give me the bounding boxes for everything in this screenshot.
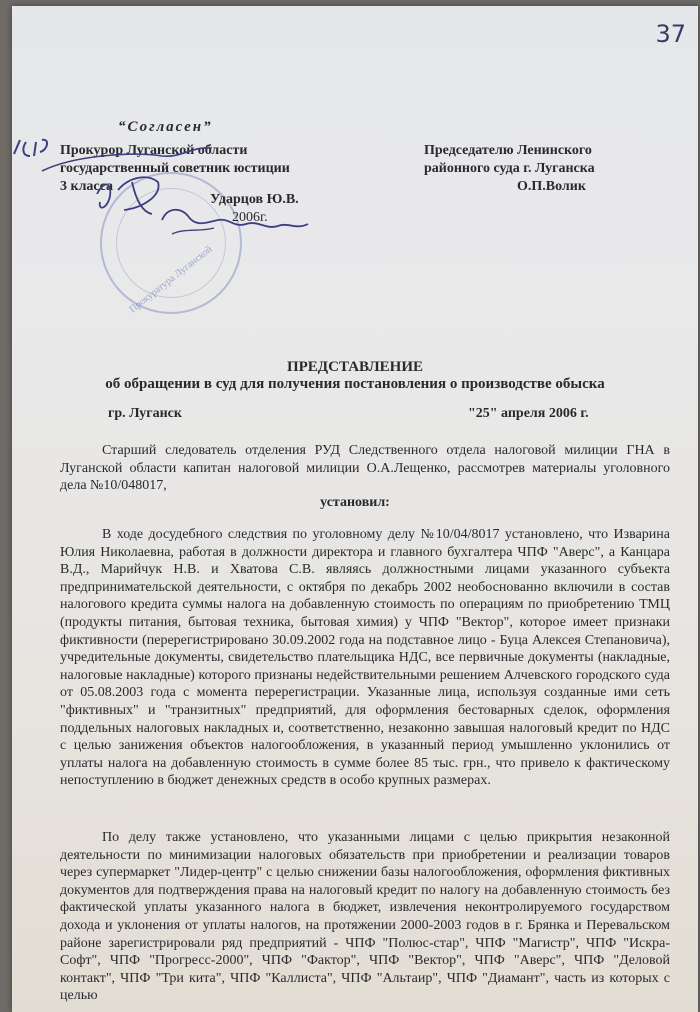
intro-paragraph: Старший следователь отделения РУД Следственного отдела налоговой милиции ГНА в Луганской области капитан налоговой милиции О.А.Лещенко, рассмотрев материалы уголовного дела №10/048017, <box>60 443 670 494</box>
approval-heading: “Согласен” <box>118 119 213 135</box>
body-paragraph: В ходе досудебного следствия по уголовному делу №10/04/8017 установлено, что Изварина Юлия Николаевна, работая в должности директора и главного бухгалтера ЧПФ "Аверс", а Канцара В.Д., Марийчук Н.В. и Хватова С.В. являясь должностными лицами указанного субъекта предпринимательской деятельности, с октября по декабрь 2002 необоснованно включили в состав налогового кредита суммы налога на добавленную стоимость по операциям по приобретению ТМЦ (продукты питания, бытовая техника, бытовая химия) у ЧПФ "Вектор", которое имеет признаки фиктивности (перерегистрировано 30.09.2002 года на подставное лицо - Буца Алексея Степановича), учредительные документы, свидетельство плательщика НДС, все первичные документы (накладные, налоговые накладные) которого признаны недействительными решением Алчевского городского суда от 05.08.2003 года с момента перерегистрации. Указанные лица, используя созданные ими сеть "фиктивных" и "транзитных" предприятий, для оформления бестоварных сделок, оформления поддельных налоговых накладных и, соответственно, незаконно завышая налоговый кредит по НДС с целью занижения объектов налогообложения, в указанный период умышленно уклонились от уплаты налога на добавленную стоимость в сумме более 85 тыс. грн., что привело к фактическому непоступлению в бюджет денежных средств в особо крупных размерах. <box>60 527 670 789</box>
stamp-text: Прокуратура Луганской <box>127 243 215 316</box>
addressee-block <box>424 142 595 196</box>
body-paragraph: По делу также установлено, что указанными лицами с целью прикрытия незаконной деятельности по минимизации налоговых обязательств при приобретении и реализации товаров через супермаркет "Лидер-центр" с целью снижении базы налогообложения, оформления фиктивных документов для подтверждения права на налоговый кредит по налогу на добавленную стоимость без фактической уплаты указанного налога в бюджет, извлечения неконтролируемого государством дохода и уклонения от уплаты налогов, на протяжении 2000-2003 годов в г. Брянка и Перевальском районе зарегистрировали ряд предприятий - ЧПФ "Полюс-стар", ЧПФ "Магистр", ЧПФ "Искра-Софт", ЧПФ "Прогресс-2000", ЧПФ "Фактор", ЧПФ "Вектор", ЧПФ "Аверс", ЧПФ "Деловой контакт", ЧПФ "Три кита", ЧПФ "Каллиста", ЧПФ "Альтаир", ЧПФ "Диамант", часть из которых с целью <box>60 830 670 1004</box>
addressee-line: Председателю Ленинского <box>424 143 592 158</box>
document-page <box>12 6 698 1012</box>
established-heading: установил: <box>320 495 390 510</box>
document-place: гр. Луганск <box>108 406 182 421</box>
approval-year: 2006г. <box>232 210 268 225</box>
document-title: ПРЕДСТАВЛЕНИЕ <box>286 359 424 375</box>
document-subtitle: об обращении в суд для получения постановления о производстве обыска <box>105 376 605 392</box>
page-number: 37 <box>655 20 686 48</box>
addressee-line: О.П.Волик <box>517 179 586 194</box>
approval-line: 3 класса <box>60 179 114 194</box>
approval-line: Прокурор Луганской области <box>60 143 248 158</box>
approval-signer: Ударцов Ю.В. <box>210 192 299 207</box>
approval-line: государственный советник юстиции <box>60 161 290 176</box>
handwritten-signature <box>12 116 332 266</box>
addressee-line: районного суда г. Луганска <box>424 161 595 176</box>
document-date: "25" апреля 2006 г. <box>468 406 589 421</box>
